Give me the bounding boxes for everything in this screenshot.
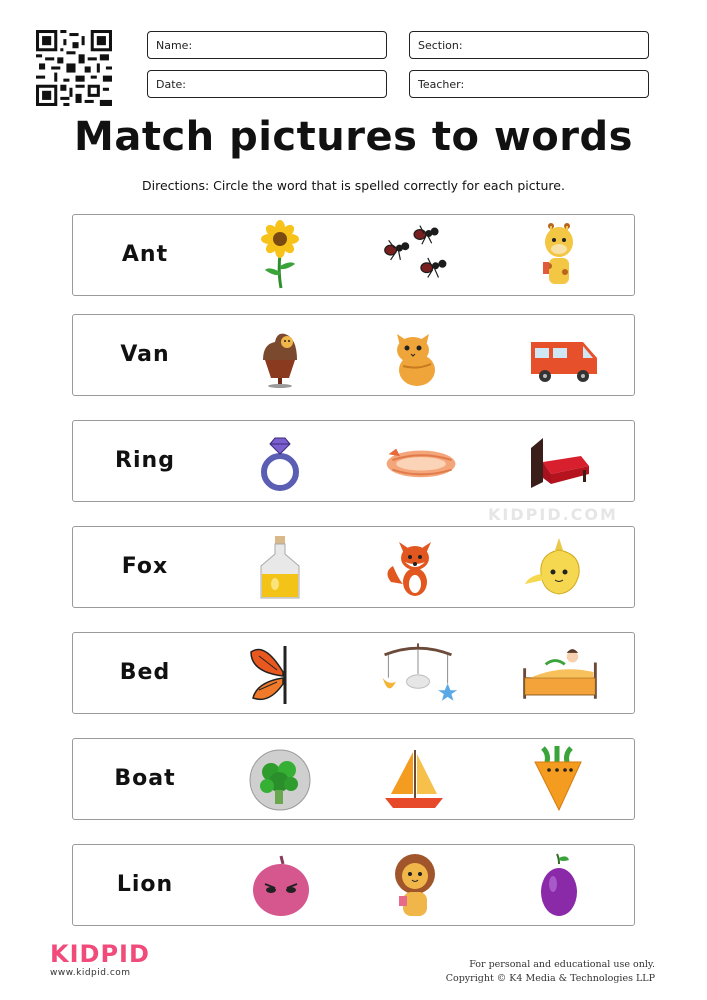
- bed-icon[interactable]: [523, 426, 593, 496]
- lion-icon[interactable]: [379, 850, 449, 920]
- broccoli-plate-icon[interactable]: [245, 744, 315, 814]
- name-label: Name:: [156, 39, 193, 52]
- row-word: Bed: [119, 660, 171, 685]
- footer-line-2: Copyright © K4 Media & Technologies LLP: [445, 973, 655, 984]
- logo-url: www.kidpid.com: [50, 968, 131, 978]
- name-field[interactable]: [147, 31, 387, 59]
- row-word: Lion: [116, 872, 174, 897]
- qr-code-icon: [36, 30, 112, 106]
- sunflower-icon[interactable]: [245, 220, 315, 290]
- sleeping-bed-icon[interactable]: [517, 638, 603, 708]
- section-label: Section:: [418, 39, 463, 52]
- garlic-icon[interactable]: [523, 532, 593, 602]
- fox-icon[interactable]: [379, 532, 449, 602]
- onion-icon[interactable]: [245, 850, 315, 920]
- teacher-field[interactable]: [409, 70, 649, 98]
- row-word: Boat: [114, 766, 176, 791]
- row-word: Ring: [115, 448, 175, 473]
- match-row-van: [72, 314, 635, 396]
- date-field[interactable]: [147, 70, 387, 98]
- match-row-lion: [72, 844, 635, 926]
- row-word: Ant: [121, 242, 169, 267]
- match-row-ant: [72, 214, 635, 296]
- plum-icon[interactable]: [523, 850, 593, 920]
- oil-bottle-icon[interactable]: [245, 532, 315, 602]
- giraffe-icon[interactable]: [523, 220, 593, 290]
- cat-icon[interactable]: [379, 320, 449, 390]
- page-title: Match pictures to words: [74, 114, 633, 160]
- directions-text: Directions: Circle the word that is spelled correctly for each picture.: [142, 178, 565, 193]
- date-label: Date:: [156, 78, 186, 91]
- watermark: KIDPID.COM: [488, 505, 618, 524]
- row-word: Van: [120, 342, 170, 367]
- carrots-icon[interactable]: [523, 744, 593, 814]
- match-row-fox: [72, 526, 635, 608]
- row-word: Fox: [121, 554, 169, 579]
- baby-mobile-icon[interactable]: [375, 638, 461, 708]
- van-icon[interactable]: [525, 320, 605, 390]
- kidpid-logo: [50, 940, 150, 978]
- shrimp-icon[interactable]: [379, 426, 465, 496]
- section-field[interactable]: [409, 31, 649, 59]
- footer-line-1: For personal and educational use only.: [469, 959, 655, 970]
- match-row-bed: [72, 632, 635, 714]
- cupcake-icon[interactable]: [245, 320, 315, 390]
- teacher-label: Teacher:: [418, 78, 465, 91]
- ring-icon[interactable]: [245, 426, 315, 496]
- ants-icon[interactable]: [373, 220, 461, 290]
- sailboat-icon[interactable]: [379, 744, 449, 814]
- match-row-ring: [72, 420, 635, 502]
- footer-copyright: [446, 958, 655, 986]
- butterfly-icon[interactable]: [245, 638, 315, 708]
- logo-text: KIDPID: [50, 940, 150, 968]
- match-row-boat: [72, 738, 635, 820]
